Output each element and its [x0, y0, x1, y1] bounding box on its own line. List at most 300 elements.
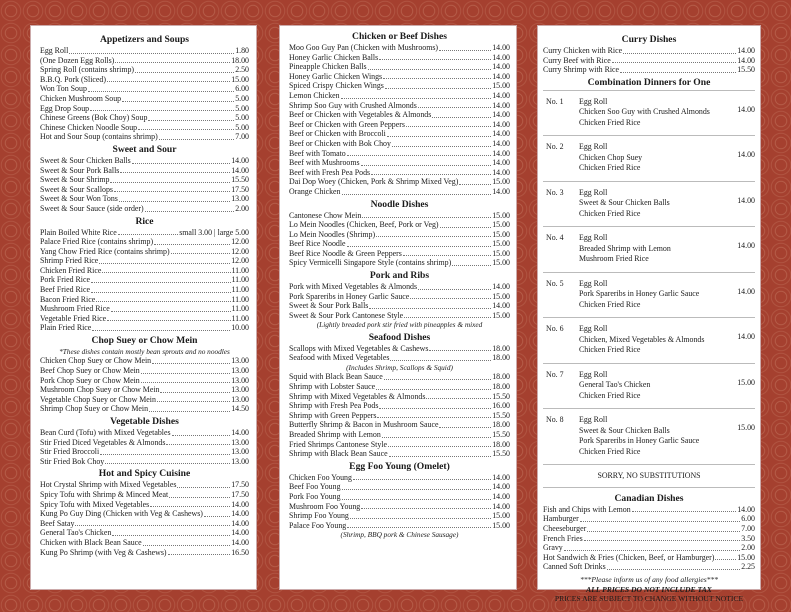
dot-leader	[90, 110, 234, 111]
item-name: Egg Drop Soup	[40, 103, 90, 113]
item-name: Fish and Chips with Lemon	[543, 504, 631, 514]
item-price: 13.00	[231, 437, 249, 447]
item-name: Lemon Chicken	[289, 90, 340, 100]
item-name: Kung Po Guy Ding (Chicken with Veg & Cashews)	[40, 509, 203, 519]
item-name: Stir Fried Diced Vegetables & Almonds	[40, 437, 166, 447]
seafood-heading: Seafood Dishes	[368, 331, 431, 343]
item-name: B.B.Q. Pork (Sliced)	[40, 74, 106, 84]
item-price: 17.50	[231, 184, 249, 194]
dot-leader	[150, 506, 230, 507]
menu-item	[289, 129, 510, 139]
menu-item	[289, 430, 510, 440]
menu-item	[289, 521, 510, 531]
menu-item	[289, 492, 510, 502]
menu-item	[289, 353, 510, 363]
dot-leader	[564, 550, 740, 551]
item-price: 15.00	[737, 552, 755, 562]
dot-leader	[342, 194, 492, 195]
item-price: small 3.00 | large 5.00	[179, 227, 249, 237]
menu-item	[289, 230, 510, 240]
item-name: Chicken Chop Suey or Chow Mein	[40, 356, 152, 366]
item-price: 18.00	[492, 382, 510, 392]
item-name: Beef Satay	[40, 518, 75, 528]
appetizers-heading: Appetizers and Soups	[99, 34, 190, 45]
item-name: Chicken Foo Young	[289, 472, 352, 482]
dot-leader	[361, 508, 491, 509]
menu-item	[40, 256, 249, 266]
item-price: 14.00	[492, 119, 510, 129]
item-name: Beef or Chicken with Vegetables & Almonds	[289, 110, 432, 120]
item-name: Curry Shrimp with Rice	[543, 65, 620, 75]
item-price: 15.00	[492, 81, 510, 91]
dot-leader	[91, 292, 231, 293]
canadian-heading: Canadian Dishes	[614, 492, 684, 504]
item-price: 15.50	[492, 430, 510, 439]
item-price: 14.00	[492, 52, 510, 62]
menu-item	[289, 440, 510, 450]
price-change-notice: PRICES ARE SUBJECT TO CHANGE WITHOUT NOTICE	[554, 594, 744, 604]
dot-leader	[143, 545, 231, 546]
menu-item	[40, 519, 249, 529]
combo-item: Pork Spareribs in Honey Garlic Sauce	[579, 436, 700, 446]
item-name: Shrimp Chop Suey or Chow Mein	[40, 404, 149, 414]
item-name: Spiced Crispy Chicken Wings	[289, 81, 384, 91]
item-price: 1.80	[235, 46, 249, 55]
combo-item: Egg Roll	[579, 278, 608, 288]
item-name: Hot Sandwich & Fries (Chicken, Beef, or Hamburger)	[543, 552, 715, 562]
item-price: 15.00	[492, 239, 510, 249]
menu-item	[40, 438, 249, 448]
item-price: 15.00	[492, 520, 510, 530]
dot-leader	[91, 282, 231, 283]
item-name: Beef Fried Rice	[40, 285, 90, 295]
menu-item	[543, 553, 755, 563]
dot-leader	[384, 379, 491, 380]
item-name: Beef or Chicken with Green Peppers	[289, 119, 405, 129]
item-price: 14.00	[492, 110, 510, 120]
item-price: 14.00	[492, 71, 510, 81]
menu-item	[289, 139, 510, 149]
combo-item: Chicken Fried Rice	[579, 117, 641, 127]
item-name: Shrimp Soo Guy with Crushed Almonds	[289, 100, 417, 110]
dot-leader	[390, 360, 491, 361]
menu-item	[40, 237, 249, 247]
combo-items	[579, 415, 725, 457]
hot-spicy-heading: Hot and Spicy Cuisine	[98, 468, 191, 480]
combo-dinner	[543, 227, 755, 273]
dot-leader	[715, 559, 736, 560]
item-name: Shrimp with Green Peppers	[289, 410, 377, 420]
dot-leader	[580, 521, 740, 522]
chicken-beef-list	[289, 43, 510, 197]
dot-leader	[75, 525, 230, 526]
item-name: Hot and Sour Soup (contains shrimp)	[40, 132, 158, 142]
combo-item: Sweet & Sour Chicken Balls	[579, 198, 670, 208]
combo-item: Mushroom Fried Rice	[579, 254, 649, 264]
item-price: 7.00	[235, 132, 249, 142]
dot-leader	[149, 411, 230, 412]
item-price: 13.00	[231, 394, 249, 404]
dot-leader	[587, 531, 740, 532]
vegetable-list	[40, 428, 249, 466]
item-name: Lo Mein Noodles (Shrimp)	[289, 229, 376, 239]
item-name: Chicken Mushroom Soup	[40, 93, 122, 103]
item-price: 2.50	[235, 65, 249, 75]
item-name: Sweet & Sour Scallops	[40, 184, 113, 194]
combo-dinner	[543, 273, 755, 319]
dot-leader	[342, 499, 492, 500]
menu-item	[40, 46, 249, 56]
combo-price: 14.00	[737, 286, 755, 296]
dot-leader	[177, 487, 230, 488]
dot-leader	[347, 527, 491, 528]
menu-item	[289, 301, 510, 311]
item-name: Sweet & Sour Sauce (side order)	[40, 203, 144, 213]
item-price: 5.00	[235, 93, 249, 103]
dot-leader	[100, 454, 230, 455]
menu-item	[289, 211, 510, 221]
dot-leader	[107, 81, 230, 82]
item-name: Plain Fried Rice	[40, 323, 92, 333]
item-price: 15.50	[492, 410, 510, 420]
combo-price: 14.00	[737, 104, 755, 114]
item-name: Scallops with Mixed Vegetables & Cashews	[289, 343, 429, 353]
item-price: 2.00	[741, 543, 755, 553]
combo-item: Egg Roll	[579, 369, 608, 379]
item-name: Bean Curd (Tofu) with Mixed Vegetables	[40, 428, 171, 437]
dot-leader	[376, 389, 491, 390]
dot-leader	[607, 569, 741, 570]
dot-leader	[379, 59, 491, 60]
combo-number: No. 4	[546, 233, 564, 243]
rice-list	[40, 228, 249, 334]
combo-price: 14.00	[737, 241, 755, 251]
item-name: Pork Fried Rice	[40, 275, 90, 285]
item-price: 15.50	[492, 391, 510, 401]
menu-item	[40, 84, 249, 94]
item-price: 15.00	[492, 310, 510, 320]
menu-item	[40, 156, 249, 166]
item-name: Shrimp with Lobster Sauce	[289, 382, 376, 392]
item-price: 14.00	[231, 528, 249, 538]
item-name: Butterfly Shrimp & Bacon in Mushroom Sauce	[289, 420, 439, 430]
item-price: 7.00	[741, 524, 755, 534]
item-name: Pork Chop Suey or Chow Mein	[40, 375, 140, 385]
dot-leader	[342, 489, 492, 490]
item-name: Shrimp with Black Bean Sauce	[289, 449, 388, 459]
item-price: 18.00	[492, 353, 510, 363]
menu-item	[289, 158, 510, 168]
menu-item	[289, 53, 510, 63]
menu-item	[40, 56, 249, 66]
menu-item	[289, 72, 510, 82]
noodle-list	[289, 211, 510, 269]
item-name: Curry Beef with Rice	[543, 55, 611, 65]
item-name: Pork Foo Young	[289, 491, 341, 501]
item-price: 14.00	[492, 282, 510, 292]
item-price: 18.00	[492, 372, 510, 382]
item-name: Honey Garlic Chicken Wings	[289, 71, 383, 81]
combo-number: No. 5	[546, 278, 564, 288]
item-price: 14.00	[492, 482, 510, 492]
dot-leader	[171, 253, 231, 254]
item-name: Sweet & Sour Pork Balls	[289, 301, 369, 311]
item-price: 14.00	[492, 90, 510, 100]
menu-item	[543, 562, 755, 572]
menu-item	[543, 505, 755, 515]
menu-item	[40, 314, 249, 324]
item-name: Vegetable Chop Suey or Chow Mein	[40, 394, 156, 404]
item-price: 5.00	[235, 113, 249, 123]
item-price: 2.00	[235, 203, 249, 213]
item-name: Beef with Mushrooms	[289, 158, 360, 168]
item-name: Shrimp with Fresh Pea Pods	[289, 401, 379, 411]
item-name: General Tao's Chicken	[40, 528, 112, 538]
egg-foo-young-note: (Shrimp, BBQ pork & Chinese Sausage)	[340, 530, 459, 540]
menu-item	[40, 385, 249, 395]
item-price: 15.00	[492, 291, 510, 301]
item-name: Chicken with Black Bean Sauce	[40, 537, 142, 547]
item-price: 12.00	[231, 237, 249, 247]
menu-item	[289, 110, 510, 120]
combo-items	[579, 233, 725, 265]
item-price: 16.00	[492, 401, 510, 411]
item-price: 14.00	[231, 537, 249, 547]
item-name: Spring Roll (contains shrimp)	[40, 65, 135, 75]
item-price: 14.00	[231, 518, 249, 528]
egg-foo-young-heading: Egg Foo Young (Omelet)	[349, 460, 450, 472]
item-name: Beef with Tomato	[289, 148, 346, 158]
menu-item	[40, 175, 249, 185]
menu-item	[289, 372, 510, 382]
combo-item: Chicken Fried Rice	[579, 446, 641, 456]
menu-item	[289, 120, 510, 130]
dot-leader	[166, 444, 230, 445]
item-price: 17.50	[231, 480, 249, 490]
combo-item: General Tao's Chicken	[579, 380, 651, 390]
allergy-notice: ***Please inform us of any food allergies***	[579, 575, 719, 585]
pork-ribs-list	[289, 282, 510, 320]
combo-item: Egg Roll	[579, 142, 608, 152]
dot-leader	[111, 311, 231, 312]
menu-item	[289, 177, 510, 187]
combo-dinner	[543, 364, 755, 410]
item-price: 14.00	[492, 129, 510, 139]
combo-item: Chicken Fried Rice	[579, 345, 641, 355]
combo-dinner	[543, 182, 755, 228]
item-price: 18.00	[492, 343, 510, 353]
item-name: Spicy Tofu with Shrimp & Minced Meat	[40, 489, 169, 499]
dot-leader	[110, 182, 230, 183]
item-price: 14.00	[492, 62, 510, 72]
combo-number: No. 7	[546, 369, 564, 379]
item-price: 5.00	[235, 103, 249, 113]
dot-leader	[341, 98, 492, 99]
item-name: Seafood with Mixed Vegetables	[289, 353, 390, 363]
menu-item	[289, 239, 510, 249]
item-price: 15.00	[492, 248, 510, 258]
dot-leader	[369, 308, 491, 309]
dot-leader	[440, 227, 492, 228]
item-name: Palace Fried Rice (contains shrimp)	[40, 237, 154, 247]
item-price: 14.00	[492, 167, 510, 177]
menu-item	[289, 482, 510, 492]
item-name: Sweet & Sour Shrimp	[40, 175, 110, 185]
menu-item	[543, 46, 755, 56]
menu-item	[289, 311, 510, 321]
combo-list	[543, 91, 755, 466]
item-price: 17.50	[231, 489, 249, 499]
menu-item	[40, 94, 249, 104]
item-name: Curry Chicken with Rice	[543, 46, 623, 55]
combo-number: No. 1	[546, 96, 564, 106]
menu-item	[543, 543, 755, 553]
item-price: 6.00	[235, 84, 249, 94]
item-price: 14.00	[737, 504, 755, 514]
item-price: 15.50	[492, 449, 510, 459]
combo-number: No. 2	[546, 142, 564, 152]
menu-item	[289, 502, 510, 512]
item-price: 18.00	[492, 439, 510, 449]
dot-leader	[99, 263, 230, 264]
menu-item	[289, 401, 510, 411]
dot-leader	[112, 535, 230, 536]
menu-item	[40, 395, 249, 405]
dot-leader	[403, 255, 491, 256]
item-name: (One Dozen Egg Rolls)	[40, 55, 115, 65]
combo-items	[579, 188, 725, 220]
menu-item	[543, 56, 755, 66]
dot-leader	[385, 88, 491, 89]
item-price: 15.00	[492, 177, 510, 187]
menu-item	[289, 511, 510, 521]
dot-leader	[406, 126, 491, 127]
dot-leader	[418, 289, 491, 290]
item-price: 14.00	[231, 165, 249, 175]
combo-item: Egg Roll	[579, 233, 608, 243]
item-price: 14.00	[492, 100, 510, 110]
dot-leader	[115, 62, 230, 63]
dot-leader	[439, 50, 491, 51]
menu-column-left	[30, 25, 257, 590]
item-name: Plain Boiled White Rice	[40, 227, 117, 237]
menu-item	[40, 323, 249, 333]
item-name: Sweet & Sour Chicken Balls	[40, 155, 131, 165]
hot-spicy-list	[40, 480, 249, 557]
item-name: Cantonese Chow Mein	[289, 210, 362, 220]
dot-leader	[379, 408, 491, 409]
dot-leader	[141, 382, 231, 383]
menu-item	[40, 500, 249, 510]
combo-dinner	[543, 136, 755, 182]
menu-item	[40, 538, 249, 548]
item-price: 14.00	[492, 43, 510, 52]
item-name: Mushroom Fried Rice	[40, 304, 110, 314]
menu-item	[40, 366, 249, 376]
item-price: 15.00	[492, 210, 510, 220]
item-name: Spicy Tofu with Mixed Vegetables	[40, 499, 150, 509]
item-name: Spicy Vermicelli Singapore Style (contains shrimp)	[289, 258, 452, 268]
menu-item	[40, 204, 249, 214]
menu-item	[289, 149, 510, 159]
menu-item	[289, 411, 510, 421]
item-name: Pineapple Chicken Balls	[289, 62, 367, 72]
item-name: Gravy	[543, 543, 563, 553]
item-name: Squid with Black Bean Sauce	[289, 372, 383, 382]
menu-item	[543, 65, 755, 75]
item-price: 13.00	[231, 194, 249, 204]
menu-item	[40, 509, 249, 519]
menu-item	[40, 132, 249, 142]
item-name: Palace Foo Young	[289, 520, 347, 530]
item-name: Won Ton Soup	[40, 84, 87, 94]
item-price: 11.00	[231, 275, 249, 285]
item-price: 14.50	[231, 404, 249, 414]
item-price: 11.00	[231, 285, 249, 295]
dot-leader	[88, 91, 234, 92]
chop-suey-heading: Chop Suey or Chow Mein	[91, 335, 198, 347]
item-price: 14.00	[492, 501, 510, 511]
item-name: Breaded Shrimp with Lemon	[289, 430, 381, 439]
item-price: 11.00	[231, 313, 249, 323]
menu-item	[40, 185, 249, 195]
item-name: Hot Crystal Shrimp with Mixed Vegetables	[40, 480, 177, 490]
item-price: 14.00	[492, 491, 510, 501]
item-name: Mushroom Chop Suey or Chow Mein	[40, 385, 160, 395]
combo-items	[579, 97, 725, 129]
item-name: Mushroom Foo Young	[289, 501, 361, 511]
combo-dinner	[543, 91, 755, 137]
item-name: Pork Spareribs in Honey Garlic Sauce	[289, 291, 410, 301]
item-price: 15.00	[492, 229, 510, 239]
item-name: Lo Mein Noodles (Chicken, Beef, Pork or Veg)	[289, 220, 439, 230]
item-price: 15.00	[492, 511, 510, 521]
combo-dinner	[543, 318, 755, 364]
dot-leader	[410, 298, 491, 299]
combo-item: Chicken Chop Suey	[579, 152, 643, 162]
item-price: 14.00	[737, 46, 755, 55]
dot-leader	[387, 136, 491, 137]
combo-item: Chicken, Mixed Vegetables & Almonds	[579, 334, 705, 344]
item-price: 14.00	[231, 499, 249, 509]
menu-item	[40, 275, 249, 285]
chop-suey-list	[40, 356, 249, 414]
item-name: Kung Po Shrimp (with Veg & Cashews)	[40, 547, 167, 557]
item-price: 14.00	[492, 148, 510, 158]
item-name: Shrimp Fried Rice	[40, 256, 99, 266]
item-name: Beef or Chicken with Broccoli	[289, 129, 386, 139]
menu-item	[40, 295, 249, 305]
item-name: Fried Shrimps Cantonese Style	[289, 439, 387, 449]
menu-item	[40, 266, 249, 276]
chop-suey-note: *These dishes contain mostly bean sprouts and no noodles	[59, 347, 230, 357]
curry-heading: Curry Dishes	[621, 34, 677, 45]
item-price: 14.00	[231, 509, 249, 519]
menu-item	[289, 282, 510, 292]
dot-leader	[141, 373, 231, 374]
item-price: 11.00	[231, 265, 249, 275]
item-name: Yang Chow Fried Rice (contains shrimp)	[40, 246, 170, 256]
item-price: 15.50	[737, 65, 755, 75]
item-name: Cheeseburger	[543, 524, 587, 534]
menu-item	[40, 428, 249, 438]
dot-leader	[105, 463, 230, 464]
combo-item: Egg Roll	[579, 96, 608, 106]
sweet-sour-list	[40, 156, 249, 214]
dot-leader	[404, 317, 491, 318]
dot-leader	[347, 155, 492, 156]
dot-leader	[138, 129, 234, 130]
